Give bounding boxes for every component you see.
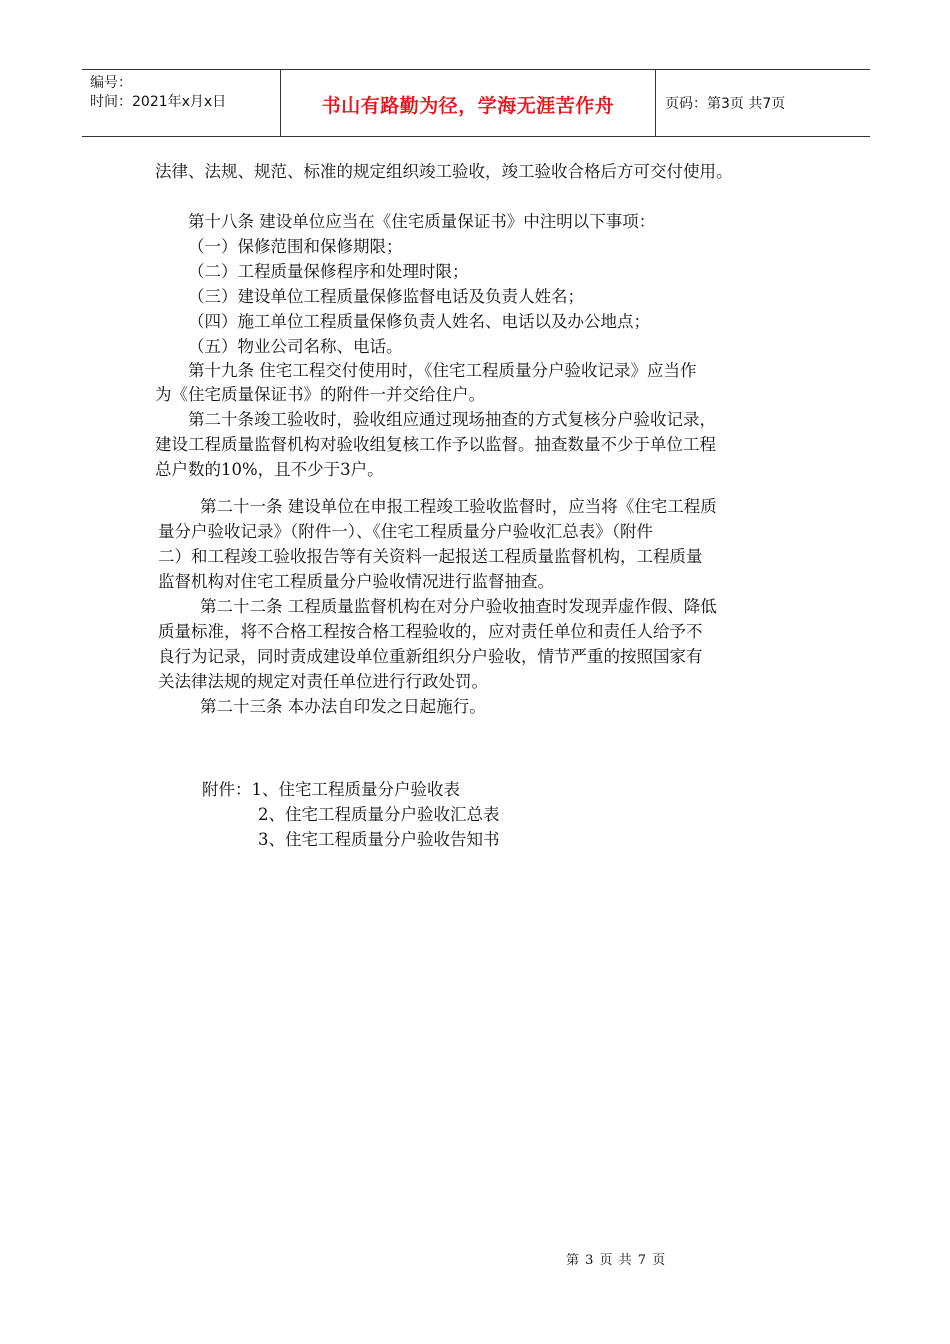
attachment-item: 2、住宅工程质量分户验收汇总表 [258, 805, 500, 824]
header-motto: 书山有路勤为径，学海无涯苦作舟 [321, 95, 615, 117]
date-label: 时间：2021年x月x日 [90, 94, 227, 110]
paragraph-line: 建设工程质量监督机构对验收组复核工作予以监督。抽查数量不少于单位工程 [155, 435, 716, 454]
paragraph-line: 为《住宅质量保证书》的附件一并交给住户。 [155, 385, 485, 404]
paragraph-line: 第十九条 住宅工程交付使用时，《住宅工程质量分户验收记录》应当作 [188, 361, 697, 380]
paragraph-line: 良行为记录，同时责成建设单位重新组织分户验收，情节严重的按照国家有 [158, 647, 703, 666]
page-header [82, 69, 870, 137]
paragraph-line: 关法律法规的规定对责任单位进行行政处罚。 [158, 672, 488, 691]
paragraph-line: 第十八条 建设单位应当在《住宅质量保证书》中注明以下事项： [188, 212, 656, 231]
paragraph-line: 第二十二条 工程质量监督机构在对分户验收抽查时发现弄虚作假、降低 [200, 597, 717, 616]
header-page-info: 页码：第3页 共7页 [665, 96, 786, 112]
paragraph-line: 法律、法规、规范、标准的规定组织竣工验收，竣工验收合格后方可交付使用。 [155, 162, 733, 181]
paragraph-line: （五）物业公司名称、电话。 [188, 337, 403, 356]
paragraph-line: （三）建设单位工程质量保修监督电话及负责人姓名； [188, 287, 584, 306]
paragraph-line: 二）和工程竣工验收报告等有关资料一起报送工程质量监督机构，工程质量 [158, 547, 703, 566]
paragraph-line: （四）施工单位工程质量保修负责人姓名、电话以及办公地点； [188, 312, 650, 331]
paragraph-line: （二）工程质量保修程序和处理时限； [188, 262, 469, 281]
paragraph-line: 总户数的10%，且不少于3户。 [155, 460, 384, 479]
attachment-item: 3、住宅工程质量分户验收告知书 [258, 830, 500, 849]
paragraph-line: 第二十一条 建设单位在申报工程竣工验收监督时，应当将《住宅工程质 [200, 497, 717, 516]
header-meta [82, 70, 280, 136]
doc-number-label: 编号： [90, 75, 132, 91]
paragraph-line: 量分户验收记录》（附件一）、《住宅工程质量分户验收汇总表》（附件 [158, 522, 653, 541]
paragraph-line: （一）保修范围和保修期限； [188, 237, 403, 256]
header-page-cell [655, 70, 870, 136]
attachment-item: 附件：1、住宅工程质量分户验收表 [202, 780, 460, 799]
paragraph-line: 质量标准，将不合格工程按合格工程验收的，应对责任单位和责任人给予不 [158, 622, 703, 641]
header-motto-cell [280, 70, 656, 136]
paragraph-line: 第二十条竣工验收时，验收组应通过现场抽查的方式复核分户验收记录， [188, 410, 716, 429]
paragraph-line: 第二十三条 本办法自印发之日起施行。 [200, 697, 486, 716]
paragraph-line: 监督机构对住宅工程质量分户验收情况进行监督抽查。 [158, 572, 554, 591]
page-footer: 第 3 页 共 7 页 [566, 1253, 667, 1268]
